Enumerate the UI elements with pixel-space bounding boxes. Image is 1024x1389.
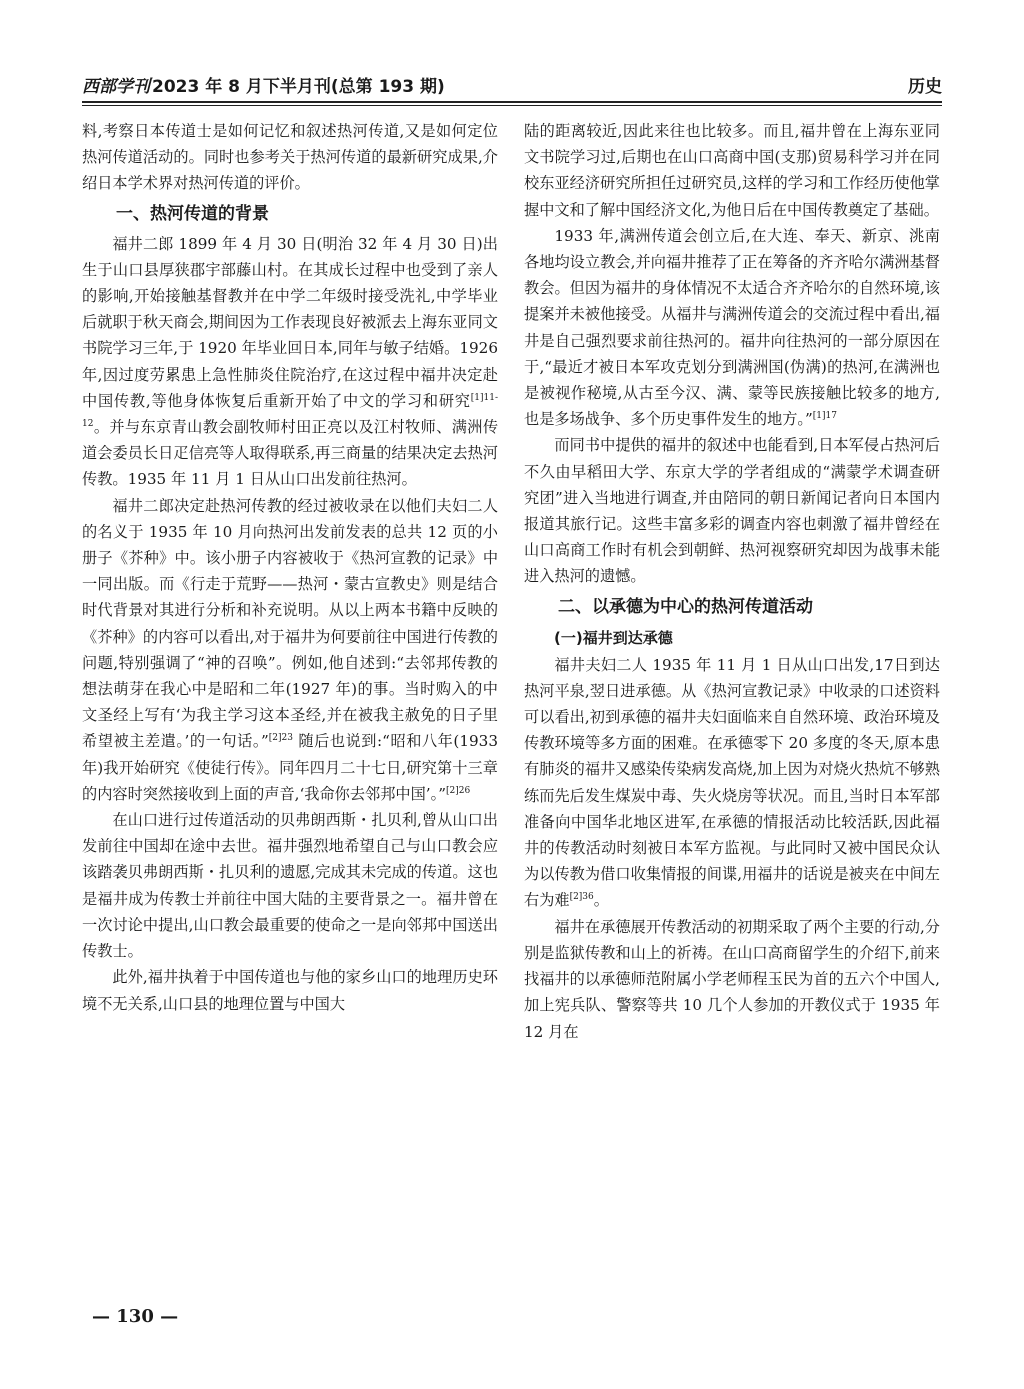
paragraph: 而同书中提供的福井的叙述中也能看到,日本军侵占热河后不久由早稻田大学、东京大学的学者组成的“满蒙学术调查研究团”进入当地进行调查,并由陪同的朝日新闻记者向日本国内报道其旅行记。这些丰富多彩的调查内容也刺激了福井曾经在山口高商工作时有机会到朝鲜、热河视察研究却因为战事未能进入热河的遗憾。 <box>524 436 940 586</box>
page-number: — 130 — <box>92 1306 179 1327</box>
citation: [2]26 <box>445 785 471 796</box>
header-rule <box>82 101 942 103</box>
paragraph <box>82 493 498 807</box>
section-heading-2: 二、以承德为中心的热河传道活动 <box>558 596 813 617</box>
paragraph-text: 。并与东京青山教会副牧师村田正亮以及江村牧师、满洲传道会委员长日疋信亮等人取得联系,再三商量的结果决定去热河传教。1935 年 11 月 1 日从山口出发前往热河。 <box>82 418 498 489</box>
citation: [2]23 <box>268 733 293 744</box>
paragraph-text: 随后也说到:“昭和八年(1933年)我开始研究《使徒行传》。同年四月二十七日,研究第十三章的内容时突然接收到上面的声音,‘我命你去邻邦中国’。” <box>82 732 498 803</box>
paragraph: 在山口进行过传道活动的贝弗朗西斯・扎贝利,曾从山口出发前往中国却在途中去世。福井强烈地希望自己与山口教会应该踏袭贝弗朗西斯・扎贝利的遗愿,完成其未完成的传道。这也是福井成为传教士并前往中国大陆的主要背景之一。福井曾在一次讨论中提出,山口教会最重要的使命之一是向邻邦中国送出传教士。 <box>82 811 498 961</box>
journal-logo: 西部学刊 <box>82 77 150 97</box>
paragraph: 此外,福井执着于中国传道也与他的家乡山口的地理历史环境不无关系,山口县的地理位置与中国大 <box>82 968 498 1013</box>
right-column <box>524 118 940 1045</box>
citation: [1]11-12 <box>82 392 498 429</box>
paragraph-text: 福井二郎决定赴热河传教的经过被收录在以他们夫妇二人的名义于 1935 年 10 月向热河出发前发表的总共 12 页的小册子《芥种》中。该小册子内容被收于《热河宣教的记录》中一同出版。而《行走于荒野——热河・蒙古宣教史》则是结合时代背景对其进行分析和补充说明。从以上两本书籍中反映的《芥种》的内容可以看出,对于福井为何要前往中国进行传教的问题,特别强调了“神的召唤”。例如,他自述到:“去邻邦传教的想法萌芽在我心中是昭和二年(1927 年)的事。当时购入的中文圣经上写有‘为我主学习这本圣经,并在被我主赦免的日子里希望被主差遣。’的一句话。” <box>82 496 498 751</box>
section-heading-1: 一、热河传道的背景 <box>116 203 269 224</box>
paragraph-text: 。 <box>593 891 609 910</box>
paragraph: 福井在承德展开传教活动的初期采取了两个主要的行动,分别是监狱传教和山上的祈祷。在山口高商留学生的介绍下,前来找福井的以承德师范附属小学老师程玉民为首的五六个中国人,加上宪兵队、警察等共 10 几个人参加的开教仪式于 1935 年 12 月在 <box>524 917 940 1041</box>
paragraph: 陆的距离较近,因此来往也比较多。而且,福井曾在上海东亚同文书院学习过,后期也在山口高商中国(支那)贸易科学习并在同校东亚经济研究所担任过研究员,这样的学习和工作经历使他掌握中文和了解中国经济文化,为他日后在中国传教奠定了基础。 <box>524 122 940 219</box>
paragraph <box>524 652 940 914</box>
citation: [2]36 <box>569 892 594 903</box>
header-rule-thin <box>82 105 942 106</box>
subsection-heading: (一)福井到达承德 <box>554 628 673 647</box>
section-label: 历史 <box>908 77 942 97</box>
paragraph-text: 1933 年,满洲传道会创立后,在大连、奉天、新京、洮南各地均设立教会,并向福井推荐了正在筹备的齐齐哈尔满洲基督教会。但因为福井的身体情况不太适合齐齐哈尔的自然环境,该提案并未被他接受。从福井与满洲传道会的交流过程中看出,福井是自己强烈要求前往热河的。福井向往热河的一部分原因在于,“最近才被日本军攻克划分到满洲国(伪满)的热河,在满洲也是被视作秘境,从古至今汉、满、蒙等民族接触比较多的地方,也是多场战争、多个历史事件发生的地方。” <box>524 226 940 429</box>
paragraph <box>82 231 498 493</box>
paragraph-text: 福井夫妇二人 1935 年 11 月 1 日从山口出发,17日到达热河平泉,翌日进承德。从《热河宣教记录》中收录的口述资料可以看出,初到承德的福井夫妇面临来自自然环境、政治环境及传教环境等多方面的困难。在承德零下 20 多度的冬天,原本患有肺炎的福井又感染传染病发高烧,加上因为对烧火热炕不够熟练而先后发生煤炭中毒、失火烧房等状况。而且,当时日本军部准备向中国华北地区进军,在承德的情报活动比较活跃,因此福井的传教活动时刻被日本军方监视。与此同时又被中国民众认为以传教为借口收集情报的间谍,用福井的话说是被夹在中间左右为难 <box>524 655 940 910</box>
journal-title <box>82 72 445 97</box>
citation: [1]17 <box>812 411 837 422</box>
paragraph-text: 福井二郎 1899 年 4 月 30 日(明治 32 年 4 月 30 日)出生于山口县厚狭郡宇部藤山村。在其成长过程中也受到了亲人的影响,开始接触基督教并在中学二年级时接受洗礼,中学毕业后就职于秋天商会,期间因为工作表现良好被派去上海东亚同文书院学习三年,于 1920 年毕业回日本,同年与敏子结婚。1926年,因过度劳累患上急性肺炎住院治疗,在这过程中福井决定赴中国传教,等他身体恢复后重新开始了中文的学习和研究 <box>82 234 498 410</box>
paragraph: 料,考察日本传道士是如何记忆和叙述热河传道,又是如何定位热河传道活动的。同时也参考关于热河传道的最新研究成果,介绍日本学术界对热河传道的评价。 <box>82 122 498 193</box>
running-header <box>82 72 942 100</box>
journal-issue: 2023 年 8 月下半月刊(总第 193 期) <box>152 77 445 97</box>
paragraph <box>524 223 940 433</box>
left-column <box>82 118 498 1017</box>
